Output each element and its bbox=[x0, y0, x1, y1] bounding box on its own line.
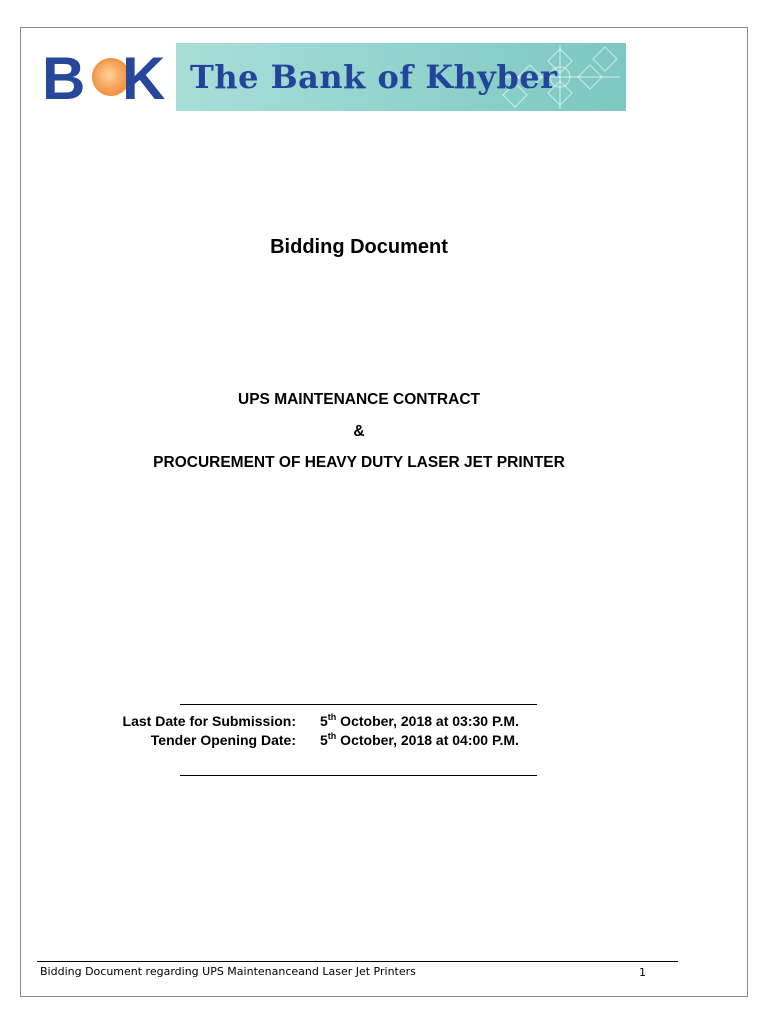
page-number: 1 bbox=[639, 966, 646, 979]
logo-letter-k: K bbox=[122, 45, 164, 111]
submission-rest: October, 2018 at 03:30 P.M. bbox=[336, 713, 519, 729]
logo-letter-b: B bbox=[42, 45, 84, 111]
subject-line-2: & bbox=[353, 423, 365, 440]
banner-title-area bbox=[176, 43, 626, 111]
bank-logo bbox=[40, 43, 172, 111]
divider-top bbox=[180, 704, 537, 705]
submission-suffix: th bbox=[327, 712, 337, 722]
divider-bottom bbox=[180, 775, 537, 776]
bank-name: The Bank of Khyber bbox=[190, 58, 558, 96]
opening-date-row bbox=[40, 732, 640, 751]
opening-rest: October, 2018 at 04:00 P.M. bbox=[336, 732, 519, 748]
page-border bbox=[20, 27, 748, 997]
opening-day: 5 bbox=[320, 732, 328, 748]
date-block bbox=[40, 713, 640, 751]
submission-label: Last Date for Submission: bbox=[122, 713, 296, 729]
opening-value bbox=[320, 732, 519, 748]
footer-text: Bidding Document regarding UPS Maintenanceand Laser Jet Printers bbox=[40, 965, 416, 978]
subject-line-1: UPS MAINTENANCE CONTRACT bbox=[238, 391, 480, 408]
bank-banner bbox=[40, 43, 626, 111]
opening-suffix: th bbox=[327, 731, 337, 741]
subject-line-3: PROCUREMENT OF HEAVY DUTY LASER JET PRINTER bbox=[153, 454, 565, 471]
footer-divider bbox=[37, 961, 678, 962]
submission-value bbox=[320, 713, 519, 729]
opening-label: Tender Opening Date: bbox=[150, 732, 296, 748]
document-title: Bidding Document bbox=[270, 236, 448, 258]
submission-date-row bbox=[40, 713, 640, 732]
submission-day: 5 bbox=[320, 713, 328, 729]
